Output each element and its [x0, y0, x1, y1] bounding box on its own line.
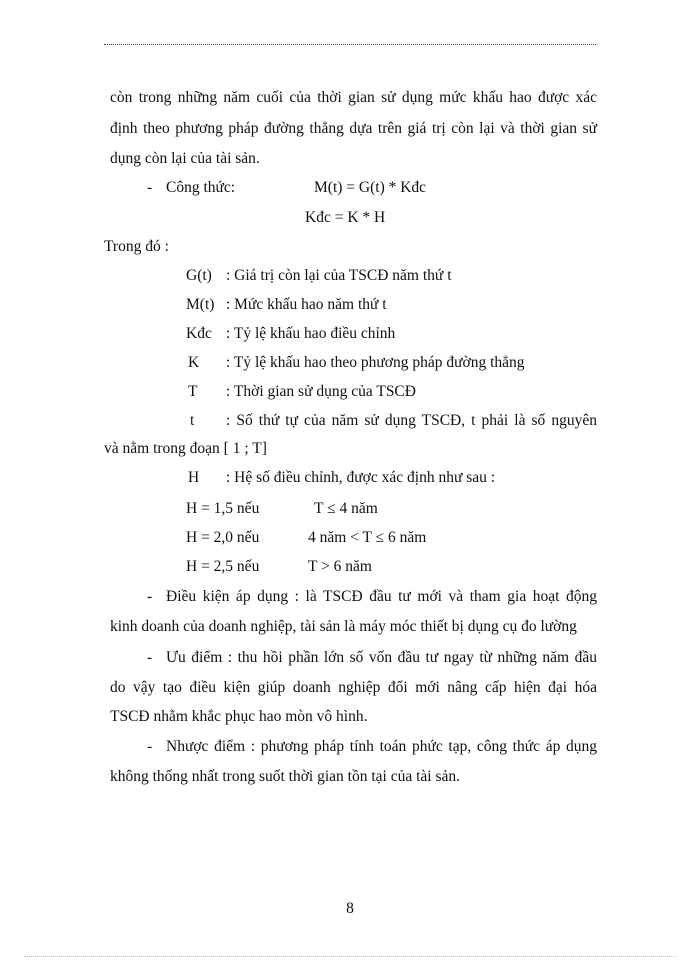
definition-text: : Giá trị còn lại của TSCĐ năm thứ t	[226, 267, 452, 284]
page-number: 8	[346, 900, 354, 917]
formula-bullet: -	[147, 179, 153, 196]
intro-line-1: còn trong những năm cuối của thời gian sử dụng mức khấu hao được xác	[110, 89, 597, 106]
definition-text: : Tỷ lệ khấu hao theo phương pháp đường thẳng	[226, 354, 525, 371]
definition-continuation: và nằm trong đoạn [ 1 ; T]	[104, 440, 267, 457]
definition-symbol: T	[188, 383, 198, 400]
definition-text: : Hệ số điều chỉnh, được xác định như sau :	[226, 469, 496, 486]
definitions-heading: Trong đó :	[104, 238, 169, 255]
advantages-bullet: -	[147, 649, 153, 666]
conditions-bullet: -	[147, 588, 153, 605]
h-condition: T > 6 năm	[308, 558, 372, 575]
h-value: H = 1,5 nếu	[186, 500, 260, 517]
intro-line-2: định theo phương pháp đường thẳng dựa trên giá trị còn lại và thời gian sử	[110, 120, 597, 137]
definition-text: : Mức khấu hao năm thứ t	[226, 296, 387, 313]
disadvantages-line-1: Nhược điểm : phương pháp tính toán phức tạp, công thức áp dụng	[166, 738, 597, 755]
header-dotted-rule	[104, 44, 596, 45]
definition-symbol: K	[188, 354, 200, 371]
definition-symbol: M(t)	[186, 296, 215, 313]
advantages-line-2: do vậy tạo điều kiện giúp doanh nghiệp đổi mới nâng cấp hiện đại hóa	[110, 679, 597, 696]
definition-text: : Tỷ lệ khấu hao điều chỉnh	[226, 325, 396, 342]
h-condition: 4 năm < T ≤ 6 năm	[308, 529, 427, 546]
conditions-line-2: kinh doanh của doanh nghiệp, tài sản là máy móc thiết bị dụng cụ đo lường	[110, 618, 577, 635]
advantages-line-3: TSCĐ nhằm khắc phục hao mòn vô hình.	[110, 708, 368, 725]
formula-equation-2: Kđc = K * H	[305, 209, 386, 226]
disadvantages-line-2: không thống nhất trong suốt thời gian tồn tại của tài sản.	[110, 768, 461, 785]
definition-text: : Thời gian sử dụng của TSCĐ	[226, 383, 416, 400]
definition-symbol: H	[188, 469, 200, 486]
intro-line-3: dụng còn lại của tài sản.	[110, 150, 260, 167]
h-value: H = 2,0 nếu	[186, 529, 260, 546]
h-condition: T ≤ 4 năm	[314, 500, 378, 517]
definition-symbol: G(t)	[186, 267, 212, 284]
h-value: H = 2,5 nếu	[186, 558, 260, 575]
formula-label: Công thức:	[166, 179, 236, 196]
definition-symbol: t	[190, 412, 195, 429]
conditions-line-1: Điều kiện áp dụng : là TSCĐ đầu tư mới và tham gia hoạt động	[166, 588, 597, 605]
definition-text: : Số thứ tự của năm sử dụng TSCĐ, t phải là số nguyên	[226, 412, 597, 429]
formula-equation-1: M(t) = G(t) * Kđc	[314, 179, 427, 196]
definition-symbol: Kđc	[186, 325, 212, 342]
advantages-line-1: Ưu điểm : thu hồi phần lớn số vốn đầu tư ngay từ những năm đầu	[166, 649, 597, 666]
footer-dotted-rule	[24, 956, 676, 957]
disadvantages-bullet: -	[147, 738, 153, 755]
